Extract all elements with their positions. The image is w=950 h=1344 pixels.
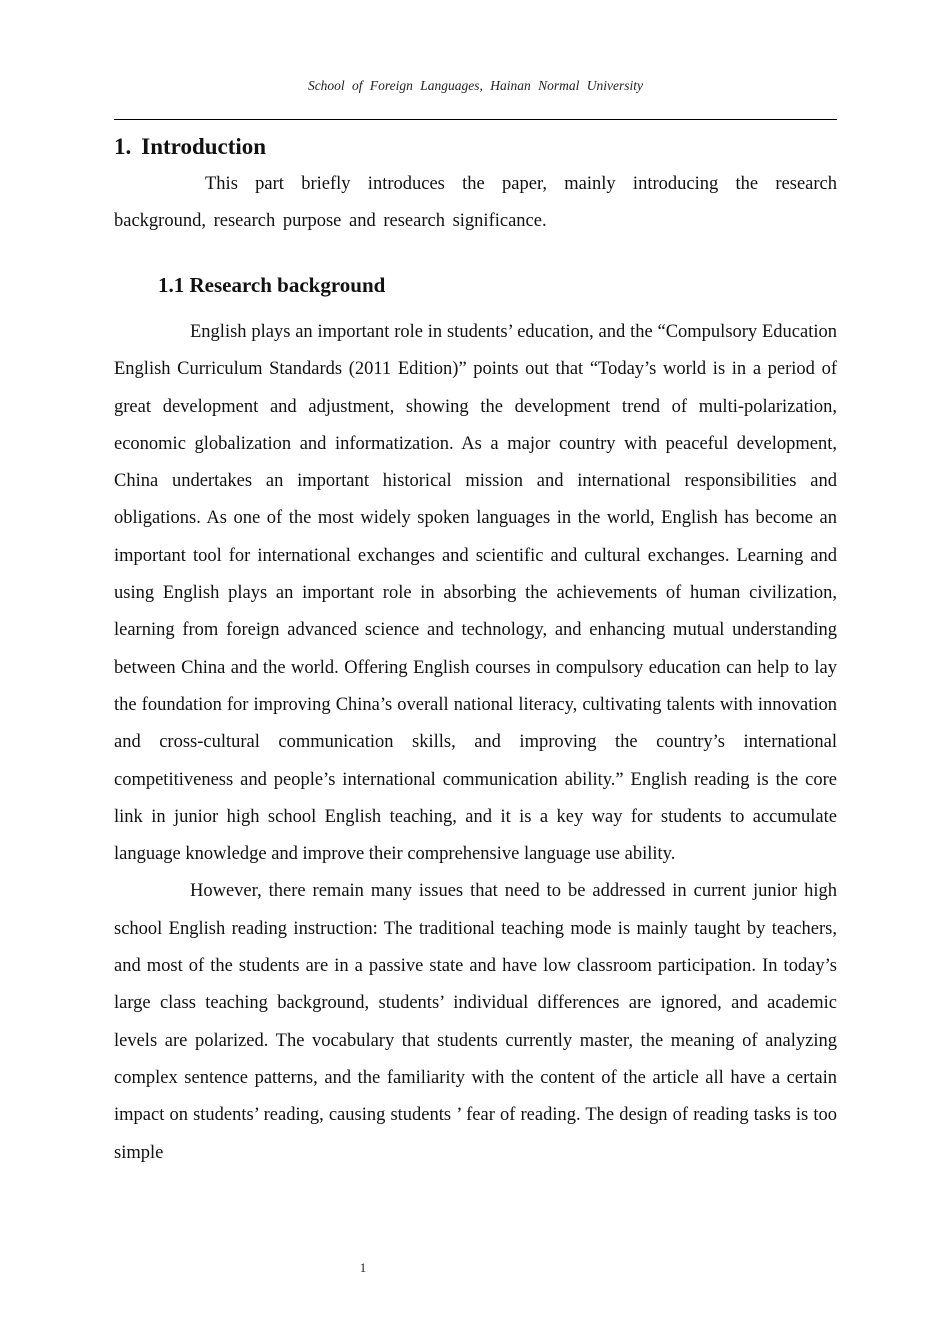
background-paragraph-1: English plays an important role in students’ education, and the “Compulsory Education English Curriculum Standards (2011 Edition)” points out that “Today’s world is in a period of great development and adjustment, showing the development trend of multi-polarization, economic globalization and informatization. As a major country with peaceful development, China undertakes an important historical mission and international responsibilities and obligations. As one of the most widely spoken languages in the world, English has become an important tool for international exchanges and scientific and cultural exchanges. Learning and using English plays an important role in absorbing the achievements of human civilization, learning from foreign advanced science and technology, and enhancing mutual understanding between China and the world. Offering English courses in compulsory education can help to lay the foundation for improving China’s overall national literacy, cultivating talents with innovation and cross-cultural communication skills, and improving the country’s international competitiveness and people’s international communication ability.” English reading is the core link in junior high school English teaching, and it is a key way for students to accumulate language knowledge and improve their comprehensive language use ability. [114, 322, 837, 865]
section-title: Introduction [141, 134, 267, 159]
page-body [114, 130, 837, 1172]
header-divider [114, 119, 837, 120]
intro-paragraph: This part briefly introduces the paper, mainly introducing the research background, research purpose and research significance. [114, 174, 837, 231]
subsection-heading-research-background: 1.1 Research background [158, 273, 386, 297]
page-number: 1 [359, 1260, 367, 1275]
section-heading-introduction [114, 130, 837, 164]
background-paragraph-2: However, there remain many issues that need to be addressed in current junior high school English reading instruction: The traditional teaching mode is mainly taught by teachers, and most of the students are in a passive state and have low classroom participation. In today’s large class teaching background, students’ individual differences are ignored, and academic levels are polarized. The vocabulary that students currently master, the meaning of analyzing complex sentence patterns, and the familiarity with the content of the article all have a certain impact on students’ reading, causing students ’ fear of reading. The design of reading tasks is too simple [114, 881, 837, 1163]
running-header: School of Foreign Languages, Hainan Normal University [307, 78, 644, 93]
section-number: 1. [114, 134, 132, 159]
